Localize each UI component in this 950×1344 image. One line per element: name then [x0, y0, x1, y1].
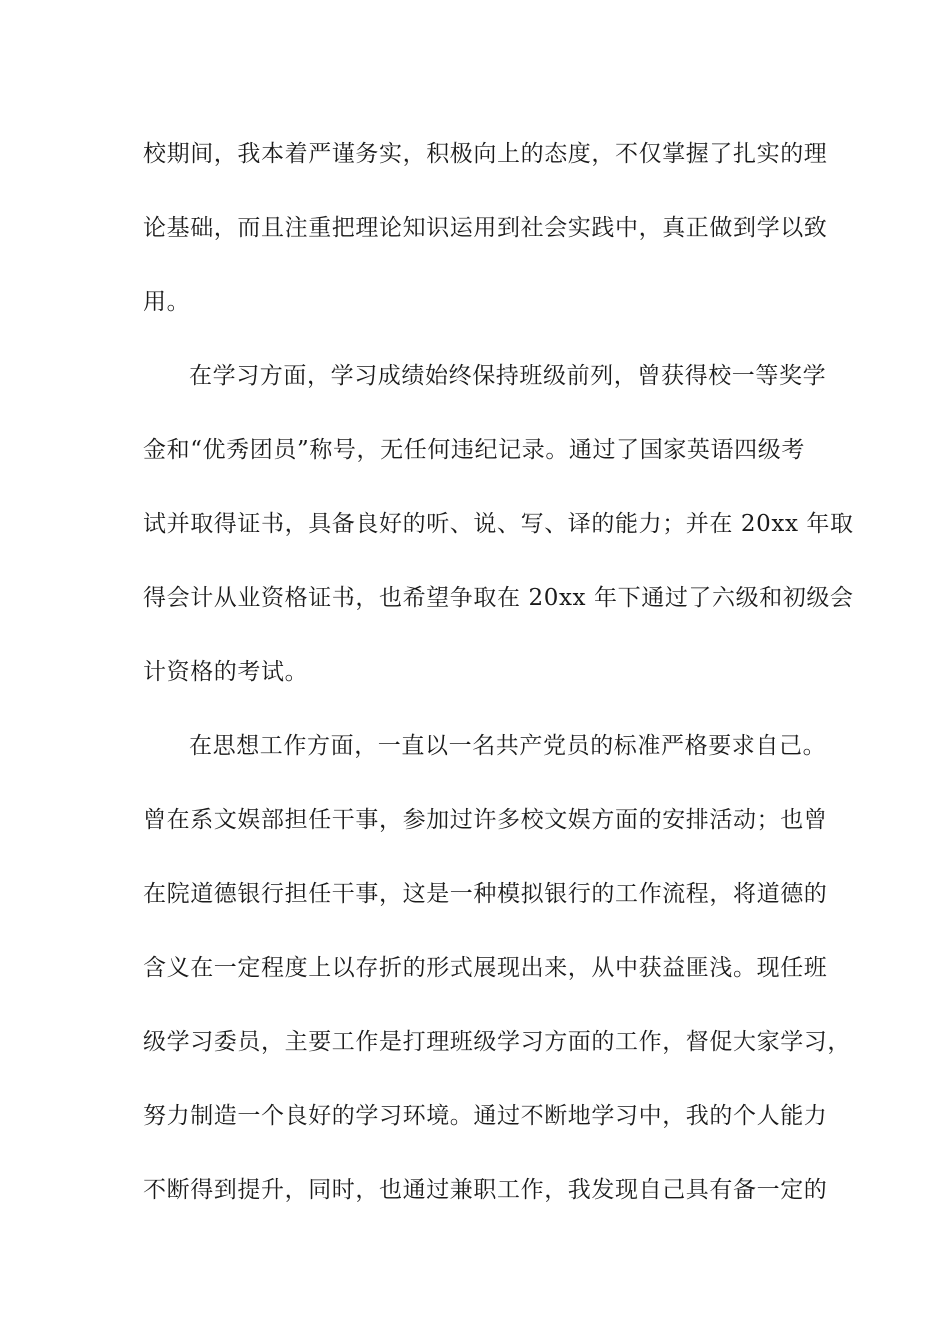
text-line: 含义在一定程度上以存折的形式展现出来，从中获益匪浅。现任班	[143, 955, 828, 981]
text-line: 校期间，我本着严谨务实，积极向上的态度，不仅掌握了扎实的理	[143, 141, 828, 167]
text-line: 论基础，而且注重把理论知识运用到社会实践中，真正做到学以致	[143, 215, 828, 241]
text-line: 用。	[143, 289, 191, 315]
text-line: 试并取得证书，具备良好的听、说、写、译的能力；并在 20xx 年取	[143, 511, 854, 537]
paragraph-first-line: 在思想工作方面，一直以一名共产党员的标准严格要求自己。	[189, 733, 827, 759]
paragraph-first-line: 在学习方面，学习成绩始终保持班级前列，曾获得校一等奖学	[189, 363, 827, 389]
text-line: 计资格的考试。	[143, 659, 309, 685]
text-line: 级学习委员，主要工作是打理班级学习方面的工作，督促大家学习，	[143, 1029, 851, 1055]
text-line: 得会计从业资格证书，也希望争取在 20xx 年下通过了六级和初级会	[143, 585, 854, 611]
text-line: 努力制造一个良好的学习环境。通过不断地学习中，我的个人能力	[143, 1103, 828, 1129]
text-line: 曾在系文娱部担任干事，参加过许多校文娱方面的安排活动；也曾	[143, 807, 828, 833]
text-line: 金和“优秀团员”称号，无任何违纪记录。通过了国家英语四级考	[143, 437, 805, 463]
text-line: 不断得到提升，同时，也通过兼职工作，我发现自己具有备一定的	[143, 1177, 828, 1203]
text-line: 在院道德银行担任干事，这是一种模拟银行的工作流程，将道德的	[143, 881, 828, 907]
